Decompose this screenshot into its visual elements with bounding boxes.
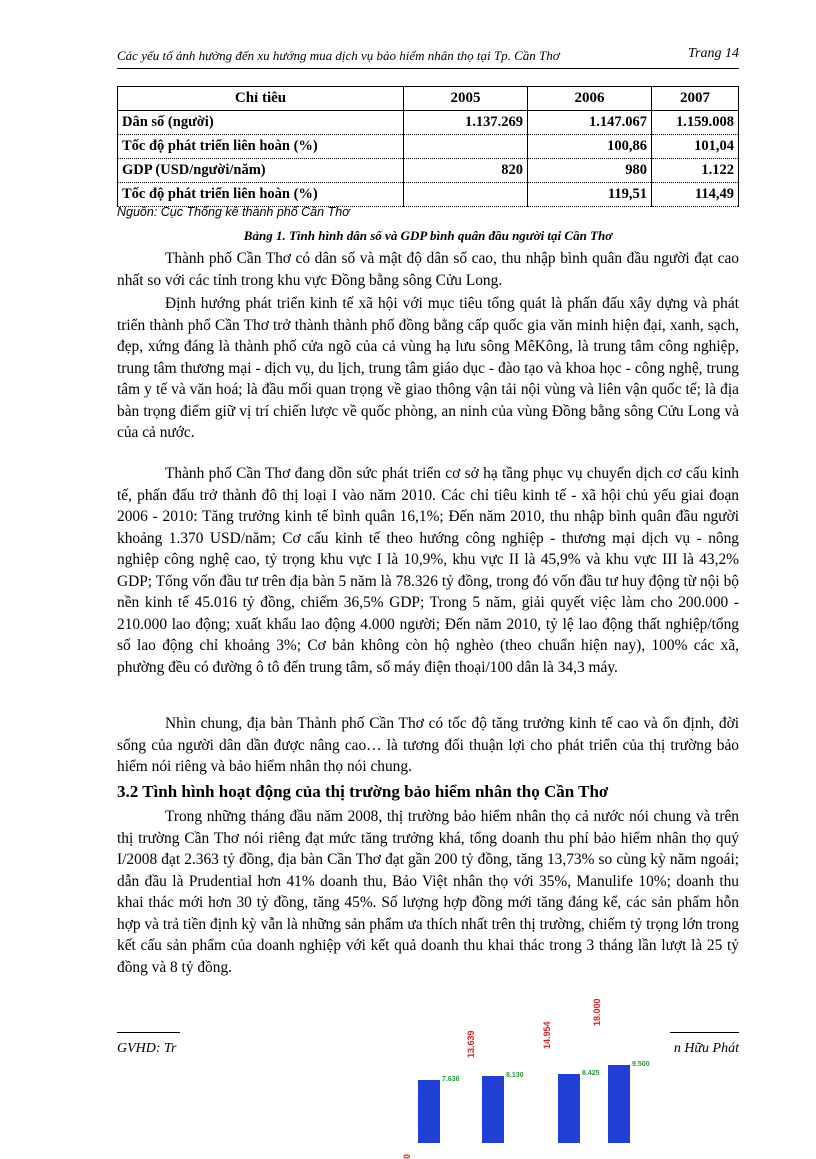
section-heading: 3.2 Tình hình hoạt động của thị trường bảo hiểm nhân thọ Cần Thơ — [117, 782, 609, 801]
table-cell: Tốc độ phát triển liên hoàn (%) — [118, 135, 404, 159]
table-cell: 1.159.008 — [652, 111, 739, 135]
table-cell: 1.122 — [652, 159, 739, 183]
column-header: 2005 — [404, 87, 528, 111]
table-cell — [404, 183, 528, 207]
overlay-bar-chart — [180, 983, 670, 1159]
paragraph: Trong những tháng đầu năm 2008, thị trường bảo hiểm nhân thọ cả nước nói chung và trên thị trường Cần Thơ nói riêng đạt mức tăng trưởng khá, tổng doanh thu phí bảo hiểm nhân thọ quý I/2008 đạt 2.363 tỷ đồng, địa bàn Cần Thơ đạt gần 200 tỷ đồng, tăng 13,73% so cùng kỳ năm ngoái; dẫn đầu là Prudential hơn 41% doanh thu, Bảo Việt nhân thọ với 35%, Manulife 10%; doanh thu khai thác mới hơn 30 tỷ đồng, tăng 45%. Số lượng hợp đồng mới tăng đáng kể, các sản phẩm hỗn hợp và trả tiền định kỳ vẫn là những sản phẩm ưa thích nhất trên thị trường, chiếm tỷ trọng lớn trong kết cấu sản phẩm của doanh nghiệp với kết quả doanh thu khai thác trong 3 tháng lần lượt là 25 tỷ đồng và 8 tỷ đồng. — [117, 808, 739, 976]
table-cell: 119,51 — [528, 183, 652, 207]
paragraph: Định hướng phát triển kinh tế xã hội với mục tiêu tổng quát là phấn đấu xây dựng và phát triển thành phố Cần Thơ trở thành thành phố đồng bằng cấp quốc gia văn minh hiện đại, xanh, sạch, đẹp, xứng đáng là thành phố cửa ngõ của cả vùng hạ lưu sông MêKông, là trung tâm công nghiệp, trung tâm thương mại - dịch vụ, du lịch, trung tâm giáo dục - đào tạo và khoa học - công nghệ, trung tâm y tế và văn hoá; là đầu mối quan trọng về giao thông vận tải nội vùng và liên vận quốc tế; là địa bàn trọng điểm giữ vị trí chiến lược về quốc phòng, an ninh của vùng Đồng bằng sông Cửu Long và của cả nước. — [117, 295, 739, 441]
population-gdp-table — [117, 86, 739, 207]
chart-data-label: 18.000 — [592, 998, 602, 1027]
chart-bar — [608, 1065, 630, 1143]
table-cell: GDP (USD/người/năm) — [118, 159, 404, 183]
table-cell: 101,04 — [652, 135, 739, 159]
footer-author: n Hữu Phát — [673, 1041, 739, 1056]
table-cell: 1.147.067 — [528, 111, 652, 135]
table-cell: Dân số (người) — [118, 111, 404, 135]
footer-divider — [670, 1032, 739, 1033]
paragraph: Thành phố Cần Thơ đang dồn sức phát triển cơ sở hạ tầng phục vụ chuyển dịch cơ cấu kinh tế, phấn đấu trở thành đô thị loại I vào năm 2010. Các chỉ tiêu kinh tế - xã hội chủ yếu giai đoạn 2006 - 2010: Tăng trưởng kinh tế bình quân 16,1%; Đến năm 2010, thu nhập bình quân đầu người khoảng 1.370 USD/năm; Cơ cấu kinh tế theo hướng công nghiệp - thương mại dịch vụ - nông nghiệp công nghệ cao, tỷ trọng khu vực I là 10,9%, khu vực II là 45,9% và khu vực III là 43,2% GDP; Tổng vốn đầu tư trên địa bàn 5 năm là 78.326 tỷ đồng, trong đó vốn đầu tư huy động từ nội bộ nền kinh tế 45.016 tỷ đồng, chiếm 36,5% GDP; Trong 5 năm, giải quyết việc làm cho 200.000 - 210.000 lao động; xuất khẩu lao động 4.000 người; Đến năm 2010, tỷ lệ lao động thất nghiệp/tổng số lao động chỉ khoảng 3%; Cơ bản không còn hộ nghèo (theo chuẩn hiện nay), 100% các xã, phường đều có đường ô tô đến trung tâm, số máy điện thoại/100 dân là 34,3 máy. — [117, 465, 739, 676]
paragraph: Thành phố Cần Thơ có dân số và mật độ dân số cao, thu nhập bình quân đầu người đạt cao nhất so với các tỉnh trong khu vực Đồng bằng sông Cửu Long. — [117, 250, 739, 289]
table-cell: 980 — [528, 159, 652, 183]
chart-data-label: 8.425 — [582, 1069, 600, 1077]
footer-divider — [117, 1032, 181, 1033]
table-row — [118, 159, 739, 183]
chart-data-label: 0 — [402, 1153, 412, 1159]
table-cell: 100,86 — [528, 135, 652, 159]
paragraph: Nhìn chung, địa bàn Thành phố Cần Thơ có tốc độ tăng trưởng kinh tế cao và ổn định, đời sống của người dân dần được nâng cao… là tương đối thuận lợi cho phát triển của thị trường bảo hiểm nói riêng và bảo hiểm nhân thọ nói chung. — [117, 715, 739, 775]
chart-bar — [482, 1076, 504, 1143]
table-cell: 820 — [404, 159, 528, 183]
table-header-row — [118, 87, 739, 111]
column-header: Chỉ tiêu — [118, 87, 404, 111]
column-header: 2006 — [528, 87, 652, 111]
chart-bar — [418, 1080, 440, 1143]
table-row — [118, 135, 739, 159]
page-header — [117, 46, 739, 69]
table-cell: Tốc độ phát triển liên hoàn (%) — [118, 183, 404, 207]
table-cell — [404, 135, 528, 159]
table-cell: 1.137.269 — [404, 111, 528, 135]
page-number: Trang 14 — [688, 46, 739, 61]
table-source: Nguồn: Cục Thống kê thành phố Cần Thơ — [117, 205, 350, 219]
header-title: Các yếu tố ảnh hưởng đến xu hướng mua dịch vụ bảo hiểm nhân thọ tại Tp. Cần Thơ — [117, 48, 560, 63]
footer-advisor: GVHD: Tr — [117, 1041, 177, 1056]
chart-data-label: 7.636 — [442, 1076, 460, 1084]
table-row — [118, 111, 739, 135]
chart-data-label: 9.500 — [632, 1061, 650, 1069]
chart-data-label: 14.954 — [542, 1021, 552, 1049]
table-cell: 114,49 — [652, 183, 739, 207]
column-header: 2007 — [652, 87, 739, 111]
chart-bar — [558, 1074, 580, 1143]
chart-data-label: 13.639 — [466, 1030, 476, 1059]
table-row — [118, 183, 739, 207]
chart-data-label: 8.130 — [506, 1072, 524, 1080]
table-caption: Bảng 1. Tình hình dân số và GDP bình quân đầu người tại Cần Thơ — [243, 228, 613, 243]
